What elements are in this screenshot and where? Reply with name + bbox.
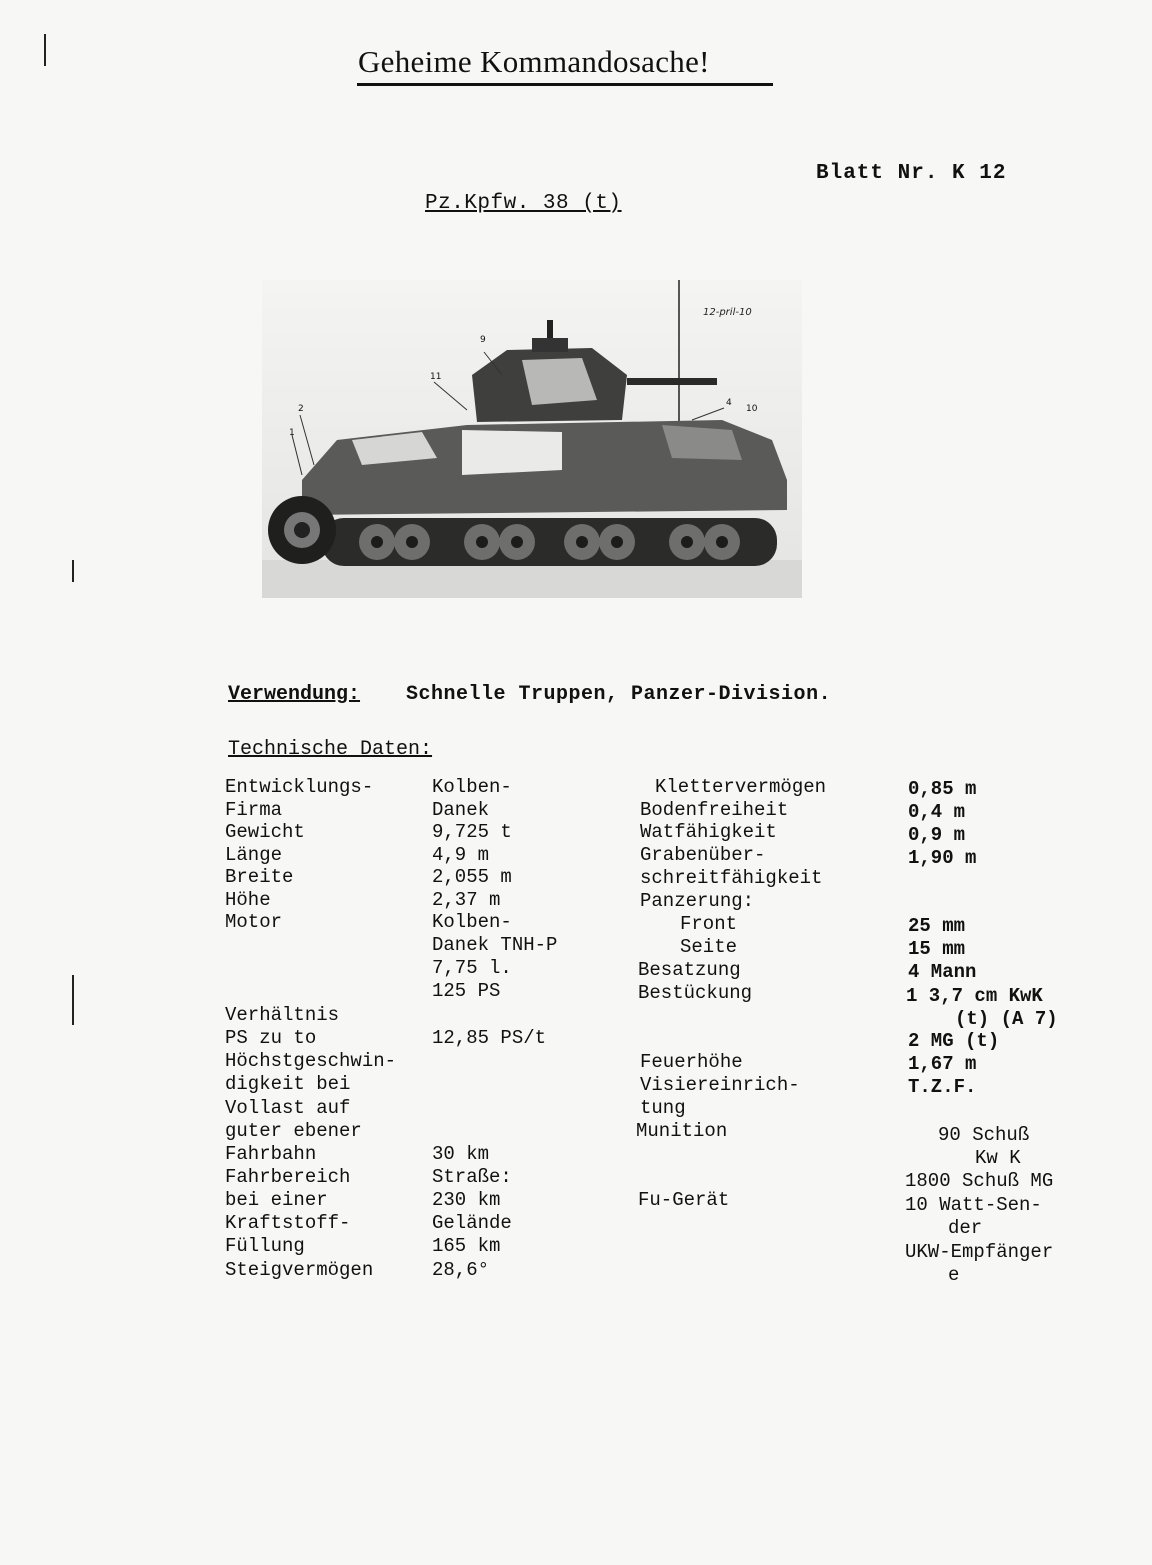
tech-label: Besatzung <box>638 959 741 981</box>
tech-value: Kolben- <box>432 776 512 798</box>
tech-value: 30 km <box>432 1143 490 1165</box>
photo-caption: 12-pril-10 <box>703 307 752 318</box>
tank-photo <box>262 280 802 598</box>
tech-value: der <box>948 1217 983 1239</box>
usage-label: Verwendung: <box>228 683 361 706</box>
tech-value: 25 mm <box>908 915 966 937</box>
scan-edge-mark <box>72 975 74 1025</box>
tech-value: 1 3,7 cm KwK <box>906 985 1043 1007</box>
tech-value: 2,37 m <box>432 889 501 911</box>
tech-value: 165 km <box>432 1235 501 1257</box>
classification-heading: Geheime Kommandosache! <box>358 44 710 79</box>
tech-value: 90 Schuß <box>938 1124 1030 1146</box>
tech-value: Straße: <box>432 1166 512 1188</box>
tech-label: Bodenfreiheit <box>640 799 789 821</box>
tech-value: (t) (A 7) <box>955 1008 1058 1030</box>
scan-edge-mark <box>72 560 74 582</box>
tech-label: Höhe <box>225 889 271 911</box>
photo-callout: 10 <box>746 404 758 414</box>
tech-label: Seite <box>680 936 738 958</box>
tech-value: Kw K <box>975 1147 1021 1169</box>
tech-label: Fu-Gerät <box>638 1189 730 1211</box>
photo-callout: 11 <box>430 372 442 382</box>
tech-value: T.Z.F. <box>908 1076 977 1098</box>
tech-value: Kolben- <box>432 911 512 933</box>
vehicle-title: Pz.Kpfw. 38 (t) <box>425 192 622 215</box>
photo-callout: 9 <box>480 335 486 345</box>
tech-value: 0,85 m <box>908 778 977 800</box>
tech-value: 125 PS <box>432 980 501 1002</box>
photo-callout: 2 <box>298 404 304 414</box>
photo-callout: 1 <box>289 428 295 438</box>
tech-value: Gelände <box>432 1212 512 1234</box>
tech-label: Füllung <box>225 1235 305 1257</box>
tech-label: schreitfähigkeit <box>640 867 823 889</box>
tech-label: Verhältnis <box>225 1004 340 1026</box>
tech-value: 12,85 PS/t <box>432 1027 547 1049</box>
tech-label: Kraftstoff- <box>225 1212 351 1234</box>
tech-value: 7,75 l. <box>432 957 512 979</box>
tech-value: Danek TNH-P <box>432 934 558 956</box>
tech-label: Firma <box>225 799 283 821</box>
tech-value: 15 mm <box>908 938 966 960</box>
heading-underline <box>357 83 773 86</box>
tech-label: Fahrbahn <box>225 1143 317 1165</box>
tech-value: 4,9 m <box>432 844 490 866</box>
tech-value: 0,4 m <box>908 801 966 823</box>
tech-value: 2 MG (t) <box>908 1030 1000 1052</box>
tech-value: 1,90 m <box>908 847 977 869</box>
tech-value: 9,725 t <box>432 821 512 843</box>
tech-label: Entwicklungs- <box>225 776 374 798</box>
tech-value: e <box>948 1264 960 1286</box>
tech-value: Danek <box>432 799 490 821</box>
tech-label: Bestückung <box>638 982 753 1004</box>
tech-label: Gewicht <box>225 821 305 843</box>
tech-label: Motor <box>225 911 283 933</box>
tech-label: tung <box>640 1097 686 1119</box>
tech-label: Fahrbereich <box>225 1166 351 1188</box>
usage-value: Schnelle Truppen, Panzer-Division. <box>406 683 832 706</box>
tech-label: Steigvermögen <box>225 1259 374 1281</box>
tech-value: 28,6° <box>432 1259 490 1281</box>
scan-edge-mark <box>44 34 46 66</box>
tech-label: Front <box>680 913 738 935</box>
sheet-number: Blatt Nr. K 12 <box>816 162 1007 185</box>
photo-callout: 4 <box>726 398 732 408</box>
tech-label: Feuerhöhe <box>640 1051 743 1073</box>
tech-value: 10 Watt-Sen- <box>905 1194 1042 1216</box>
tech-value: 1800 Schuß MG <box>905 1170 1054 1192</box>
tech-value: 2,055 m <box>432 866 512 888</box>
tech-value: 4 Mann <box>908 961 977 983</box>
tech-label: PS zu to <box>225 1027 317 1049</box>
tech-label: Höchstgeschwin- <box>225 1050 397 1072</box>
tech-label: guter ebener <box>225 1120 362 1142</box>
tech-label: bei einer <box>225 1189 328 1211</box>
tech-value: 230 km <box>432 1189 501 1211</box>
tech-label: Munition <box>636 1120 728 1142</box>
tech-value: 1,67 m <box>908 1053 977 1075</box>
tech-label: Watfähigkeit <box>640 821 777 843</box>
tech-label: Grabenüber- <box>640 844 766 866</box>
tech-value: UKW-Empfänger <box>905 1241 1054 1263</box>
tech-label: Länge <box>225 844 283 866</box>
tech-label: Klettervermögen <box>655 776 827 798</box>
tech-label: Vollast auf <box>225 1097 351 1119</box>
tech-label: Visiereinrich- <box>640 1074 800 1096</box>
tech-label: digkeit bei <box>225 1073 351 1095</box>
tech-label: Panzerung: <box>640 890 755 912</box>
technical-data-title: Technische Daten: <box>228 738 433 761</box>
tech-value: 0,9 m <box>908 824 966 846</box>
tech-label: Breite <box>225 866 294 888</box>
